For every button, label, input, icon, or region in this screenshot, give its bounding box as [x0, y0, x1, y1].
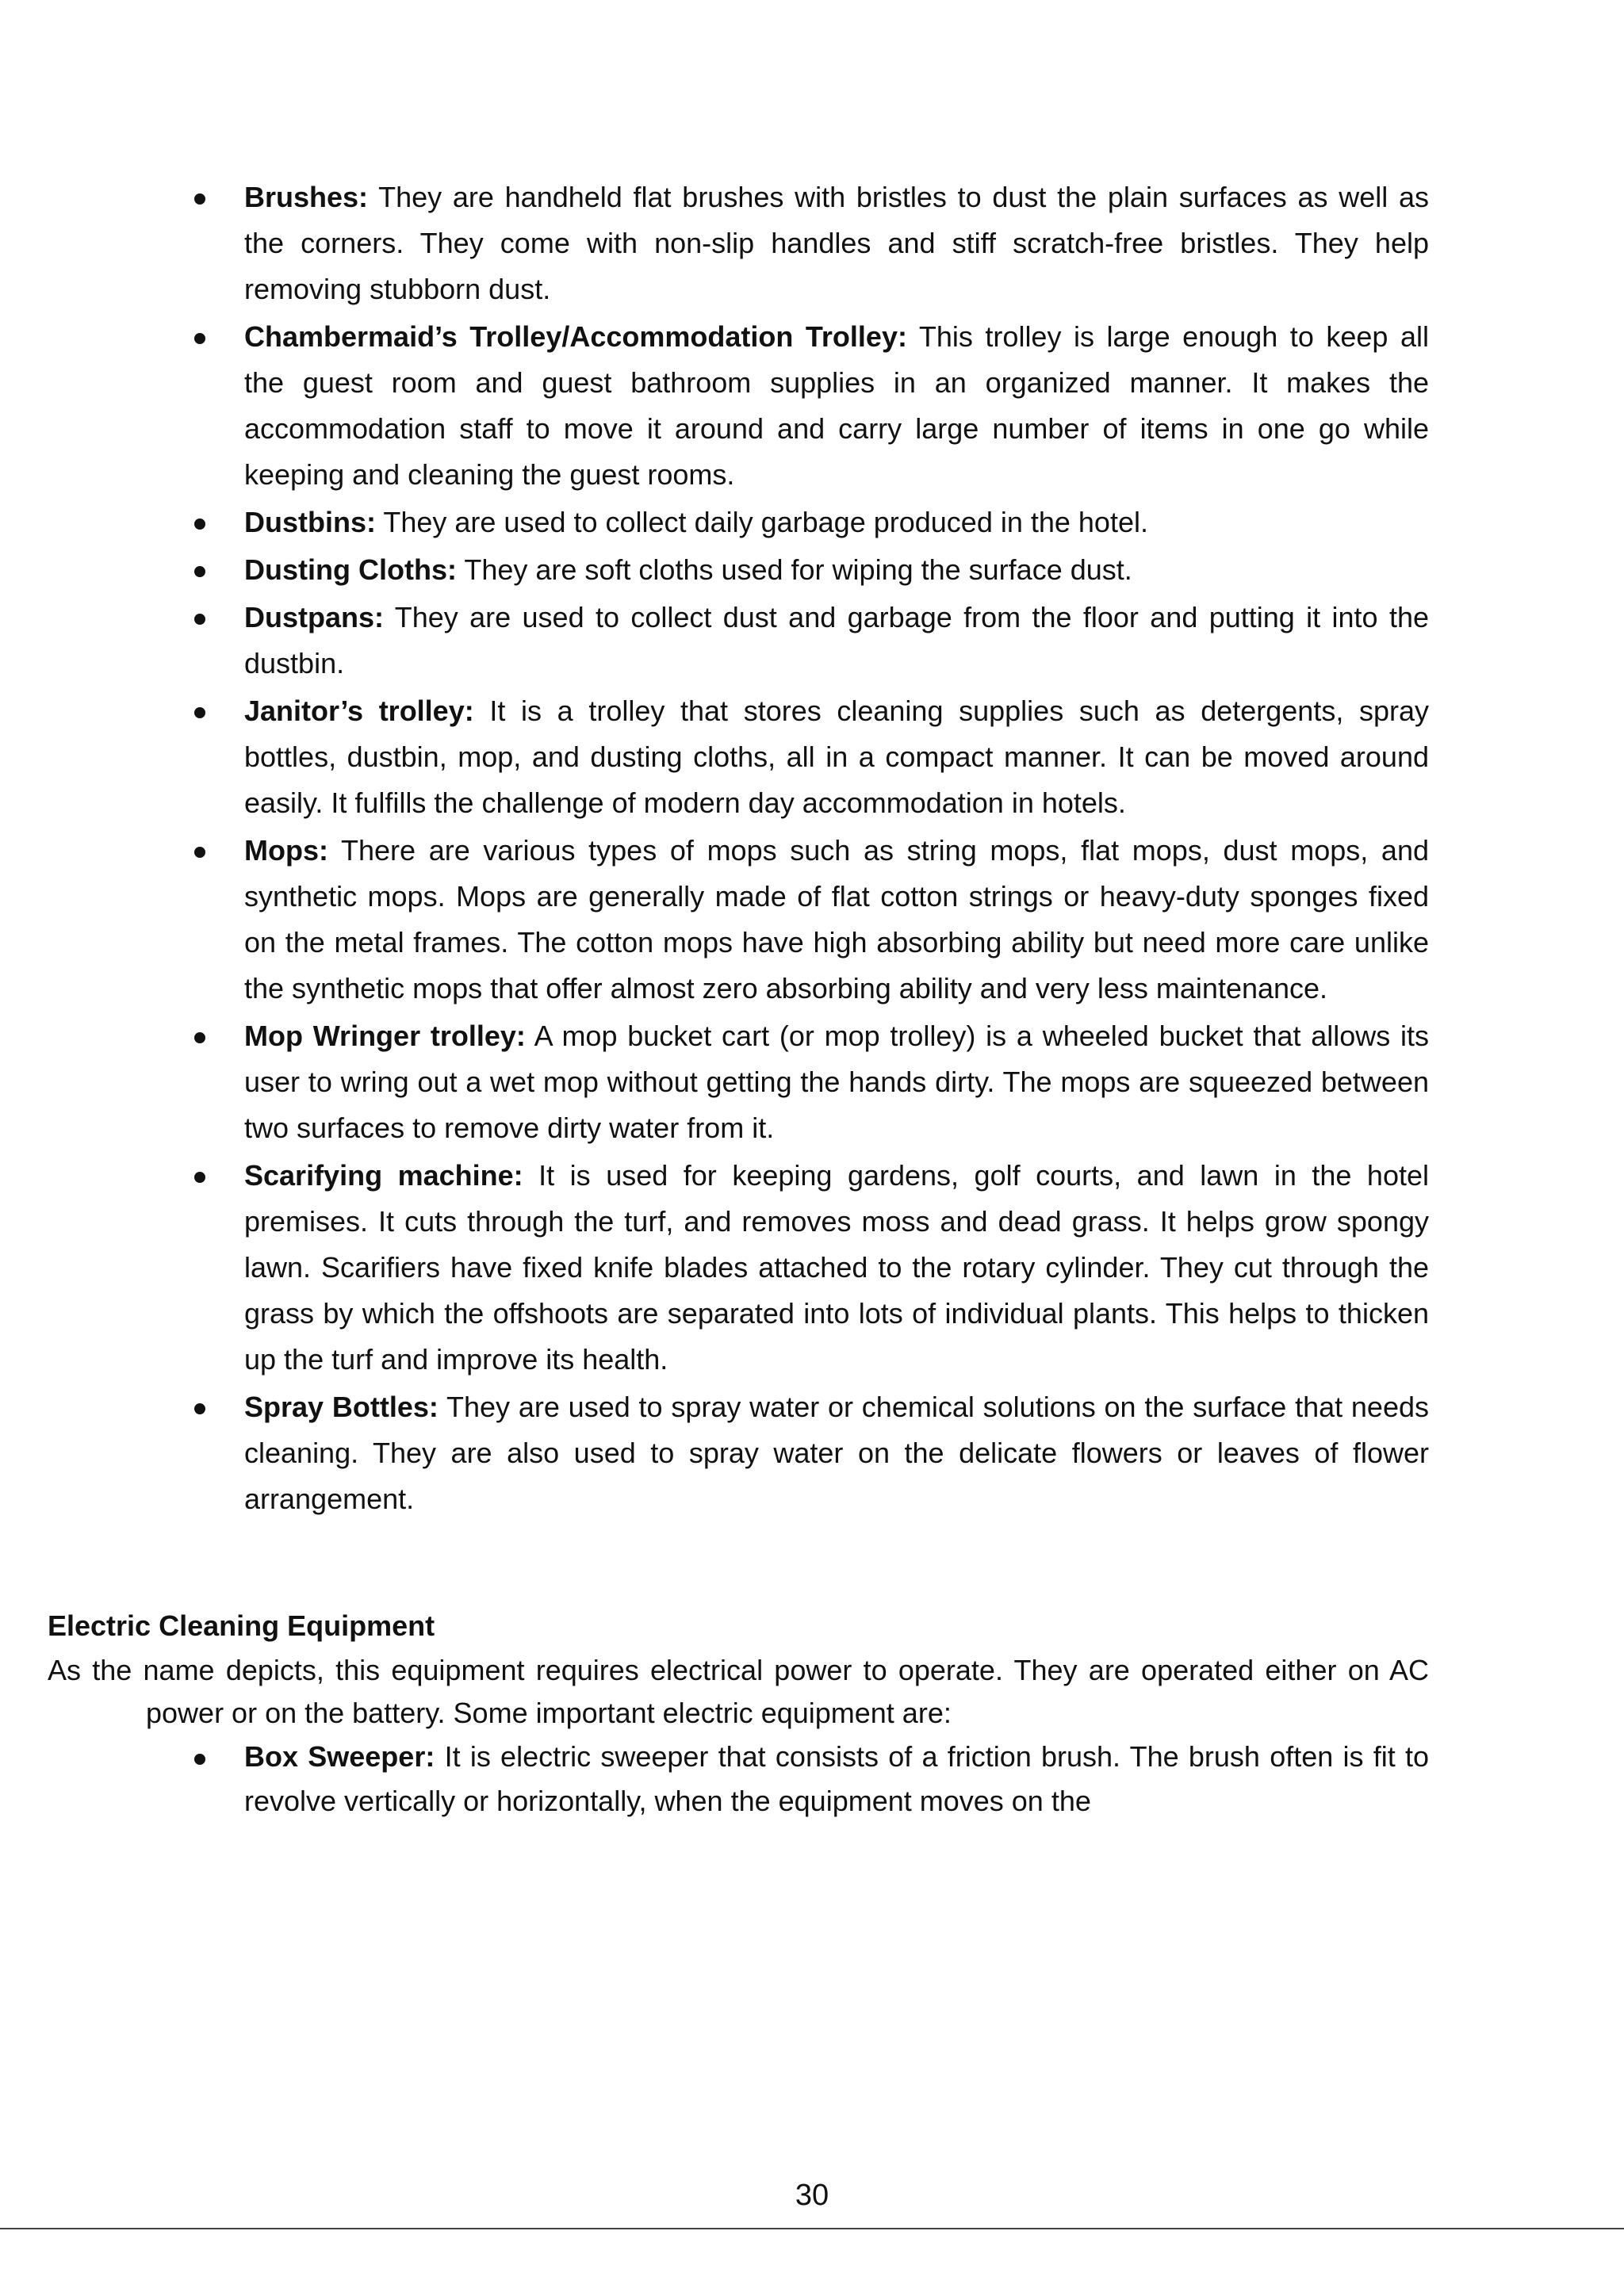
- item-text: They are used to spray water or chemical solutions on the surface that needs cleaning. They are also used to spray water on the delicate flowers or leaves of flower arrangement.: [244, 1391, 1429, 1515]
- bullet-icon: [194, 1172, 205, 1183]
- item-term: Spray Bottles:: [244, 1391, 439, 1423]
- list-item-brushes: [190, 174, 1429, 312]
- bullet-icon: [194, 847, 205, 858]
- electric-cleaning-section: [48, 1603, 1429, 1825]
- item-text: This trolley is large enough to keep all the guest room and guest bathroom supplies in an organized manner. It makes the accommodation staff to move it around and carry large number of items in one go while keeping and cleaning the guest rooms.: [244, 320, 1430, 491]
- section-intro-paragraph: As the name depicts, this equipment requires electrical power to operate. They are operated either on AC power or on the battery. Some important electric equipment are:: [48, 1654, 1429, 1729]
- list-item-dustpans: [190, 595, 1429, 687]
- list-item-dustbins: [190, 499, 1429, 545]
- item-text: They are soft cloths used for wiping the surface dust.: [464, 553, 1132, 586]
- list-item-chambermaid-trolley: [190, 314, 1429, 498]
- item-text: It is a trolley that stores cleaning supplies such as detergents, spray bottles, dustbin, mop, and dusting cloths, all in a compact manner. It can be moved around easily. It fulfills the challenge of modern day accommodation in hotels.: [244, 695, 1429, 819]
- bullet-icon: [194, 707, 205, 718]
- bullet-icon: [194, 614, 205, 625]
- item-term: Mops:: [244, 834, 328, 867]
- equipment-bullet-list: [190, 174, 1429, 1524]
- item-term: Chambermaid’s Trolley/Accommodation Trolley:: [244, 320, 907, 353]
- bullet-icon: [194, 519, 205, 530]
- page-number: 30: [795, 2179, 829, 2212]
- bullet-icon: [194, 566, 205, 577]
- list-item-box-sweeper: [190, 1735, 1429, 1823]
- bullet-icon: [194, 333, 205, 344]
- item-term: Dustpans:: [244, 601, 385, 633]
- electric-equipment-list: [48, 1735, 1429, 1823]
- item-term: Brushes:: [244, 181, 369, 213]
- list-item-mops: [190, 828, 1429, 1012]
- footer-divider: [0, 2228, 1624, 2229]
- item-term: Mop Wringer trolley:: [244, 1020, 526, 1052]
- list-item-dusting-cloths: [190, 547, 1429, 593]
- item-term: Scarifying machine:: [244, 1159, 523, 1192]
- bullet-icon: [194, 1754, 205, 1765]
- bullet-icon: [194, 1403, 205, 1414]
- list-item-mop-wringer-trolley: [190, 1013, 1429, 1151]
- item-text: A mop bucket cart (or mop trolley) is a wheeled bucket that allows its user to wring out a wet mop without getting the hands dirty. The mops are squeezed between two surfaces to remove dirty water from it.: [244, 1020, 1430, 1144]
- item-text: It is used for keeping gardens, golf courts, and lawn in the hotel premises. It cuts through the turf, and removes moss and dead grass. It helps grow spongy lawn. Scarifiers have fixed knife blades attached to the rotary cylinder. They cut through the grass by which the offshoots are separated into lots of individual plants. This helps to thicken up the turf and improve its health.: [244, 1159, 1429, 1376]
- item-text: They are handheld flat brushes with bristles to dust the plain surfaces as well as the corners. They come with non-slip handles and stiff scratch-free bristles. They help removing stubborn dust.: [244, 181, 1429, 305]
- list-item-scarifying-machine: [190, 1153, 1429, 1383]
- item-term: Dusting Cloths:: [244, 553, 457, 586]
- item-text: They are used to collect dust and garbage from the floor and putting it into the dustbin.: [244, 601, 1429, 679]
- item-text: They are used to collect daily garbage produced in the hotel.: [383, 506, 1148, 538]
- item-text: There are various types of mops such as string mops, flat mops, dust mops, and synthetic mops. Mops are generally made of flat cotton strings or heavy-duty sponges fixed on the metal frames. The cotton mops have high absorbing ability but need more care unlike the synthetic mops that offer almost zero absorbing ability and very less maintenance.: [244, 834, 1429, 1004]
- item-term: Box Sweeper:: [244, 1740, 435, 1773]
- list-item-spray-bottles: [190, 1384, 1429, 1522]
- section-heading: Electric Cleaning Equipment: [48, 1609, 435, 1642]
- bullet-icon: [194, 1032, 205, 1043]
- list-item-janitors-trolley: [190, 688, 1429, 826]
- item-text: It is electric sweeper that consists of a friction brush. The brush often is fit to revolve vertically or horizontally, when the equipment moves on the: [244, 1740, 1430, 1817]
- bullet-icon: [194, 193, 205, 205]
- item-term: Dustbins:: [244, 506, 376, 538]
- item-term: Janitor’s trolley:: [244, 695, 474, 727]
